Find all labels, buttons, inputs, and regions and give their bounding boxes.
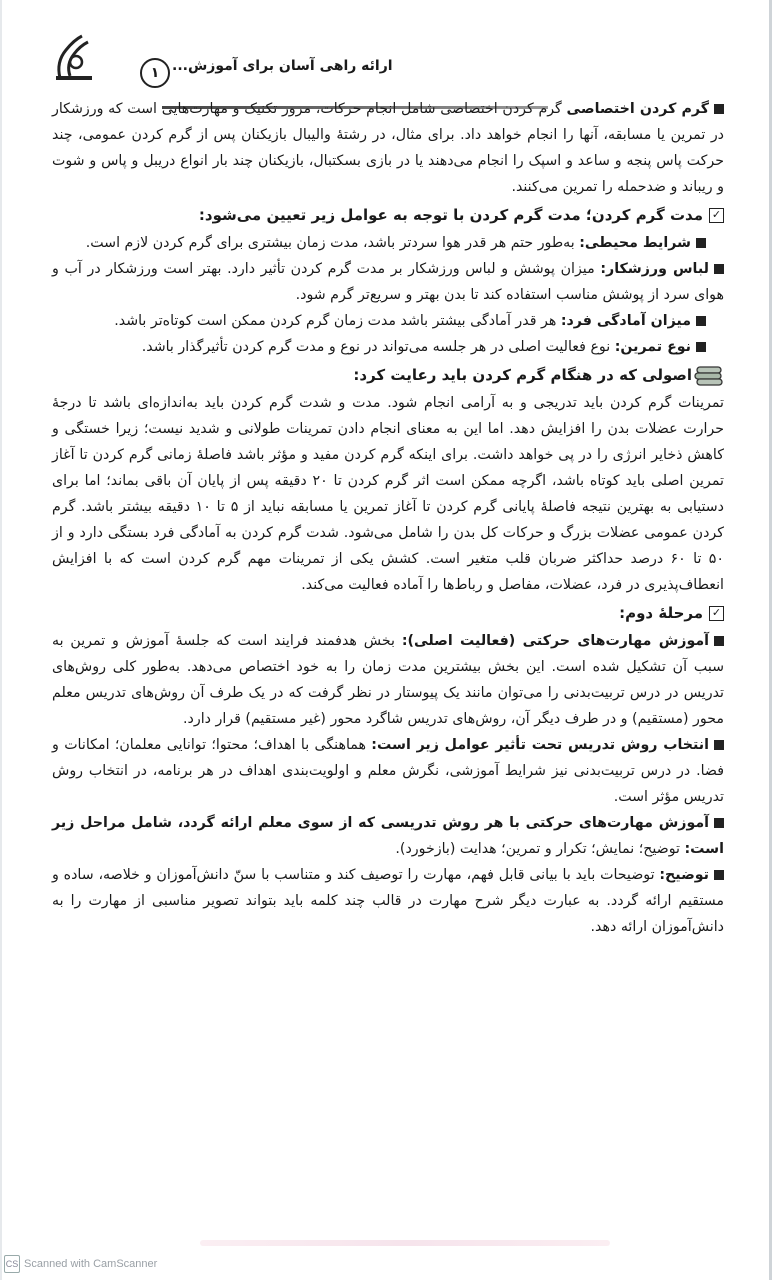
chapter-number: ۱: [140, 58, 170, 88]
item-text: بخش هدفمند فرایند است که جلسهٔ آموزش و تمرین به سبب آن تشکیل شده است. این بخش بیشترین مدت زمان را به خود اختصاص می‌دهد. به‌طور کلی روش‌های تدریس در درس تربیت‌بدنی را می‌توان مانند یک پیوستار در نظر گرفت که در یک طرف آن روش‌های تدریس معلم محور (مستقیم) و در طرف دیگر آن، روش‌های تدریس شاگرد محور (غیر مستقیم) قرار دارد.: [52, 633, 724, 727]
page-body: [52, 96, 724, 940]
item-text: هماهنگی با اهداف؛ محتوا؛ توانایی معلمان؛ امکانات و فضا. در درس تربیت‌بدنی نیز شرایط آموزشی، نگرش معلم و اولویت‌بندی اهداف در هر برنامه، در انتخاب روش تدریس مؤثر است.: [52, 737, 724, 805]
stage-two-item: [52, 810, 724, 862]
factor-term: شرایط محیطی:: [579, 235, 691, 251]
factor-term: میزان آمادگی فرد:: [560, 313, 691, 329]
bullet-icon: [714, 104, 724, 114]
stage-two-heading: [52, 600, 724, 626]
camscanner-watermark: [4, 1255, 157, 1273]
duration-factor: [52, 256, 724, 308]
item-term: آموزش مهارت‌های حرکتی با هر روش تدریسی که از سوی معلم ارائه گردد، شامل مراحل زیر است:: [52, 815, 724, 857]
duration-factor: [52, 334, 724, 360]
paragraph-specific-warmup: [52, 96, 724, 200]
running-title: ارائه راهی آسان برای آموزش...: [172, 58, 393, 74]
principles-heading: [52, 362, 724, 388]
factor-term: نوع تمرین:: [614, 339, 691, 355]
item-term: انتخاب روش تدریس تحت تأثیر عوامل زیر است:: [371, 737, 709, 753]
factor-term: لباس ورزشکار:: [600, 261, 709, 277]
bullet-icon: [714, 870, 724, 880]
scan-artifact: [200, 1240, 610, 1246]
page-header: [52, 28, 502, 88]
stage-two-heading-text: مرحلهٔ دوم:: [619, 604, 703, 622]
stage-two-item: [52, 732, 724, 810]
duration-heading: [52, 202, 724, 228]
camscanner-logo-icon: CS: [4, 1255, 20, 1273]
bullet-icon: [714, 264, 724, 274]
bullet-icon: [696, 342, 706, 352]
item-term: آموزش مهارت‌های حرکتی (فعالیت اصلی):: [401, 633, 709, 649]
publisher-logo-icon: [52, 32, 96, 82]
checkbox-icon: ✓: [709, 606, 724, 621]
factor-text: به‌طور حتم هر قدر هوا سردتر باشد، مدت زمان بیشتری برای گرم کردن لازم است.: [85, 235, 580, 251]
bullet-icon: [696, 238, 706, 248]
factor-text: هر قدر آمادگی بیشتر باشد مدت زمان گرم کردن ممکن است کوتاه‌تر باشد.: [114, 313, 561, 329]
duration-factor: [52, 308, 724, 334]
bullet-icon: [714, 818, 724, 828]
duration-factor: [52, 230, 724, 256]
bullet-icon: [696, 316, 706, 326]
factor-text: نوع فعالیت اصلی در هر جلسه می‌تواند در نوع و مدت گرم کردن تأثیرگذار باشد.: [141, 339, 615, 355]
item-term: توضیح:: [659, 867, 709, 883]
duration-heading-text: مدت گرم کردن؛ مدت گرم کردن با توجه به عوامل زیر تعیین می‌شود:: [198, 206, 703, 224]
page-edge-left: [0, 0, 2, 1280]
factor-text: میزان پوشش و لباس ورزشکار بر مدت گرم کردن تأثیر دارد. بهتر است ورزشکار در آب و هوای سرد از پوشش مناسب استفاده کند تا بدن بهتر و سریع‌تر گرم شود.: [52, 261, 724, 303]
camscanner-text: Scanned with CamScanner: [24, 1258, 158, 1270]
principles-paragraph: تمرینات گرم کردن باید تدریجی و به آرامی انجام شود. مدت و شدت گرم کردن باید به‌اندازه‌ای باشد تا درجهٔ حرارت عضلات بدن را افزایش دهد. اما این به معنای انجام دادن تمرینات طولانی و شدید نیست؛ زیرا خستگی و کاهش ذخایر انرژی را در پی خواهد داشت. برای اینکه گرم کردن مفید و مؤثر باشد فاصلهٔ زمانی گرم کردن تا آغاز تمرین اصلی باید کوتاه باشد، اگرچه ممکن است اثر گرم کردن تا ۲۰ دقیقه پس از پایان آن باقی بماند؛ اما برای دستیابی به بهترین نتیجه فاصلهٔ پایانی گرم کردن تا آغاز تمرین یا مسابقه نباید از ۵ تا ۱۰ دقیقه بیشتر باشد. گرم کردن عمومی عضلات بزرگ و حرکات کل بدن را شامل می‌شود. شدت گرم کردن به آمادگی فرد بستگی دارد و از ۵۰ تا ۶۰ درصد حداکثر ضربان قلب متغیر است. کشش یکی از تمرینات مهم گرم کردن است که با افزایش انعطاف‌پذیری در فرد، عضلات، مفاصل و رباط‌ها را آماده فعالیت می‌کند.: [52, 395, 724, 593]
item-text: توضیح؛ نمایش؛ تکرار و تمرین؛ هدایت (بازخورد).: [395, 841, 685, 857]
stage-two-item: [52, 628, 724, 732]
term: گرم کردن اختصاصی: [566, 101, 709, 117]
bullet-icon: [714, 636, 724, 646]
books-icon: [694, 365, 724, 387]
item-text: توضیحات باید با بیانی قابل فهم، مهارت را توصیف کند و متناسب با سنّ دانش‌آموزان و خلاصه، ساده و مستقیم ارائه گردد. به عبارت دیگر شرح مهارت در قالب چند کلمه باید بتواند تصویر مناسبی از مهارت را به دانش‌آموزان ارائه دهد.: [52, 867, 724, 935]
definition: گرم کردن اختصاصی شامل انجام حرکات، مرور تکنیک و مهارت‌هایی است که ورزشکار در تمرین یا مسابقه، آنها را انجام خواهد داد. برای مثال، در رشتهٔ والیبال بازیکنان پس از گرم کردن عمومی، چند حرکت پاس پنجه و ساعد و اسپک را انجام می‌دهند یا در بازی بسکتبال، بازیکنان چند بار انواع دریبل و پاس و شوت و ریباند و ضدحمله را تمرین می‌کنند.: [52, 101, 724, 195]
principles-heading-text: اصولی که در هنگام گرم کردن باید رعایت کرد:: [353, 366, 692, 384]
stage-two-item: [52, 862, 724, 940]
checkbox-icon: ✓: [709, 208, 724, 223]
bullet-icon: [714, 740, 724, 750]
